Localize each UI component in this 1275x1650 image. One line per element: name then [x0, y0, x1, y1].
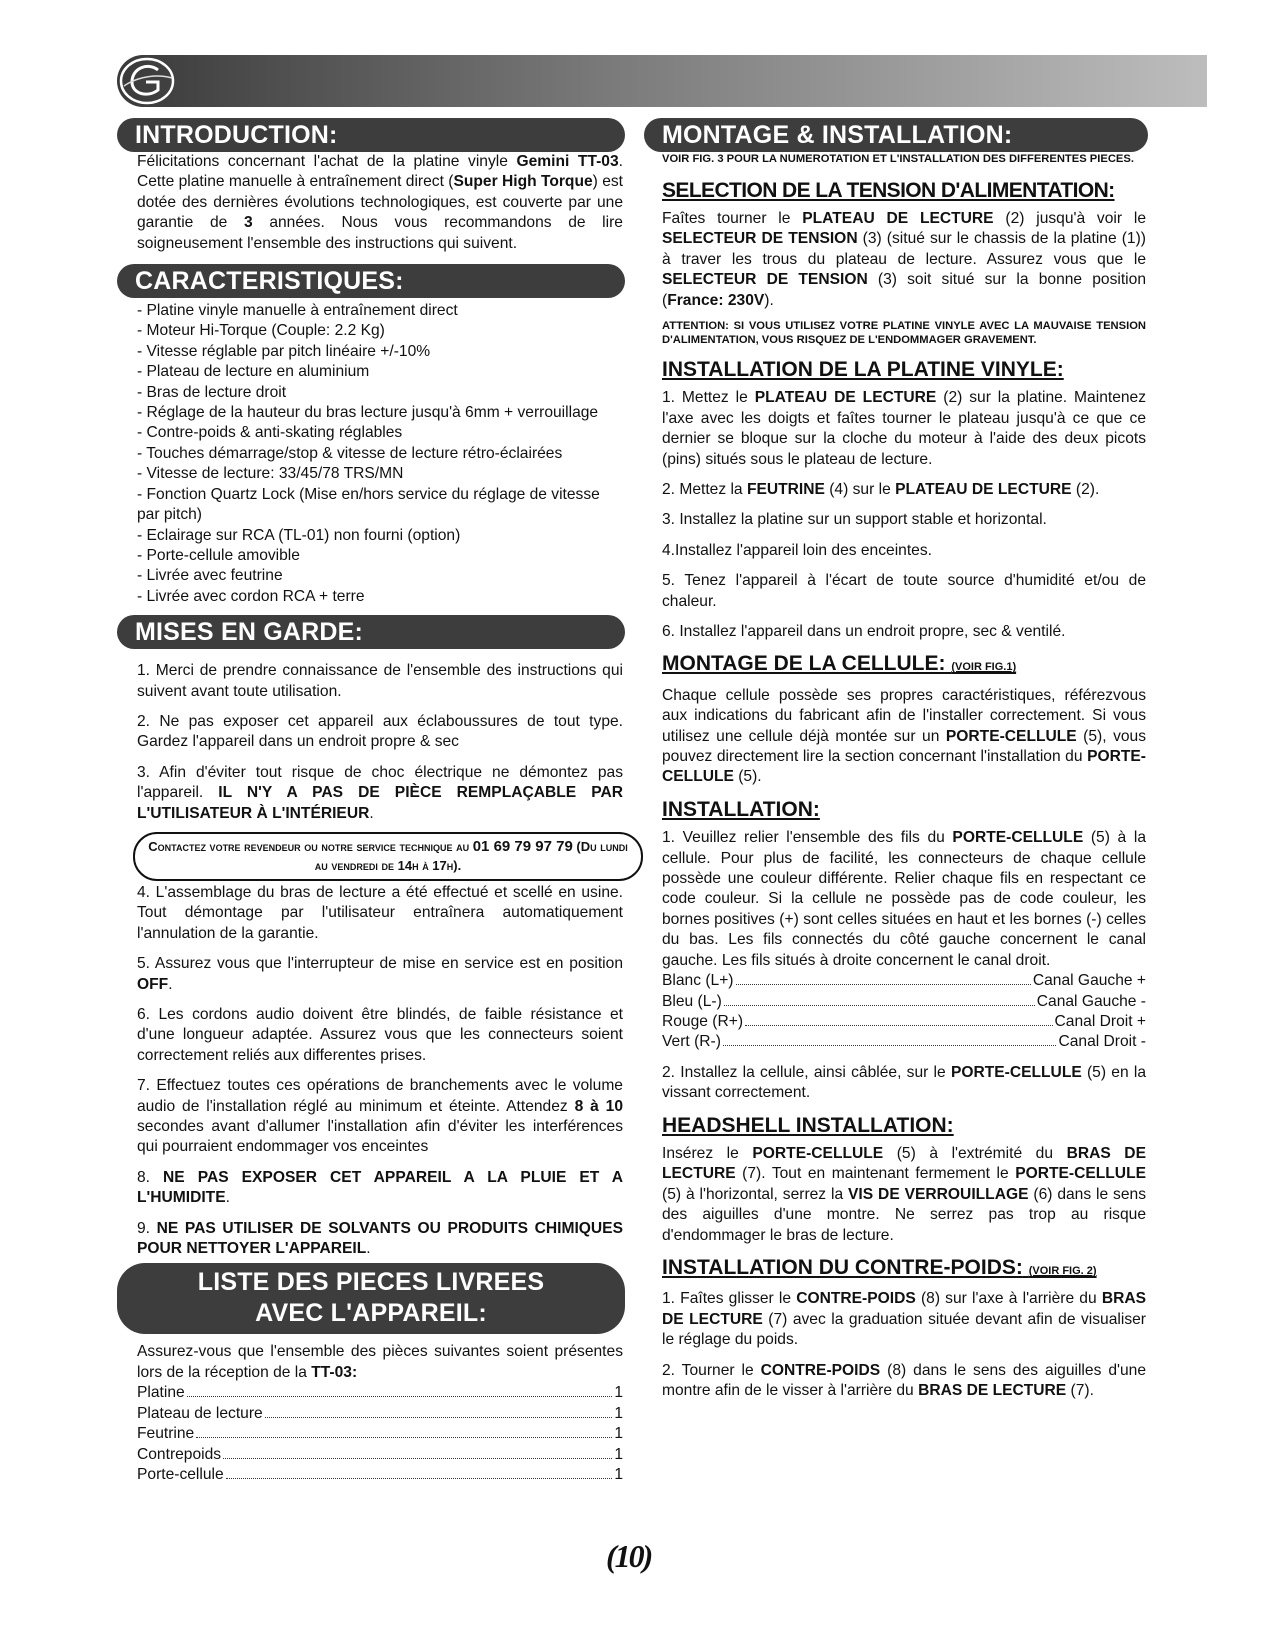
right-column [662, 118, 1146, 1401]
intro-segment: Félicitations concernant l'achat de la platine vinyle [137, 153, 517, 170]
warning-4: 4. L'assemblage du bras de lecture a été effectué et scellé en usine. Tout démontage par l'utilisateur entraînera automatiquement l'annulation de la garantie. [137, 883, 623, 942]
leader-dots [723, 1045, 1057, 1046]
wire-item [662, 971, 1146, 991]
warning-1: 1. Merci de prendre connaissance de l'ensemble des instructions qui suivent avant toute utilisation. [137, 662, 623, 700]
leader-dots [265, 1417, 613, 1418]
subhead-cartridge: MONTAGE DE LA CELLULE: (VOIR FIG.1) [662, 652, 1017, 676]
subhead-counterweight: INSTALLATION DU CONTRE-POIDS: (VOIR FIG. 2) [662, 1255, 1097, 1279]
parts-item [137, 1465, 623, 1485]
subhead-turntable: INSTALLATION DE LA PLATINE VINYLE: [662, 357, 1064, 381]
leader-dots [196, 1437, 612, 1438]
feature-item: - Livrée avec cordon RCA + terre [137, 587, 365, 605]
feature-item: - Moteur Hi-Torque (Couple: 2.2 Kg) [137, 322, 385, 340]
installation-step-1: 1. Veuillez relier l'ensemble des fils du PORTE-CELLULE (5) à la cellule. Pour plus de facilité, les connecteurs de chaque cellule possède une couleur différente. Relier chaque fils en respectant ce code couleur. Si la cellule ne possède pas de code couleur, les bornes positives (+) sont celles situées en haut et les bornes (-) celles du bas. Les fils connectés du côté gauche concernent le canal gauche. Les fils situés à droite concernent le canal droit. [662, 829, 1146, 969]
parts-item-value: 1 [614, 1384, 623, 1402]
intro-segment: Gemini TT-03 [516, 153, 619, 170]
installation-step-2: 2. Installez la cellule, ainsi câblée, sur le PORTE-CELLULE (5) en la vissant correctement. [662, 1063, 1146, 1102]
leader-dots [724, 1005, 1035, 1006]
feature-item: - Vitesse réglable par pitch linéaire +/-10% [137, 342, 431, 360]
warning-6: 6. Les cordons audio doivent être blindés, de faible résistance et d'une longueur adaptée. Assurez vous que les connecteurs soient correctement reliés aux differentes prises. [137, 1006, 623, 1064]
wire-item-value: Canal Droit - [1058, 1033, 1146, 1051]
features-list [137, 301, 623, 607]
subhead-installation: INSTALLATION: [662, 797, 820, 821]
voltage-warning: ATTENTION: SI VOUS UTILISEZ VOTRE PLATINE VINYLE AVEC LA MAUVAISE TENSION D'ALIMENTATION, VOUS RISQUEZ DE L'ENDOMMAGER GRAVEMENT. [662, 319, 1146, 347]
section-title-introduction: INTRODUCTION: [117, 118, 625, 152]
headshell-paragraph: Insérez le PORTE-CELLULE (5) à l'extrémité du BRAS DE LECTURE (7). Tout en maintenant fermement le PORTE-CELLULE (5) à l'horizontal, serrez la VIS DE VERROUILLAGE (6) dans le sens des aiguilles d'une montre. Ne serrez pas trop au risque d'endommager le bras de lecture. [662, 1144, 1146, 1244]
feature-item: - Contre-poids & anti-skating réglables [137, 424, 403, 442]
turntable-step-5: 5. Tenez l'appareil à l'écart de toute source d'humidité et/ou de chaleur. [662, 572, 1146, 610]
subhead-headshell: HEADSHELL INSTALLATION: [662, 1113, 954, 1137]
parts-item-label: Platine [137, 1384, 185, 1402]
leader-dots [745, 1025, 1053, 1026]
turntable-step-1: 1. Mettez le PLATEAU DE LECTURE (2) sur la platine. Maintenez l'axe avec les doigts et faîtes tourner le plateau jusqu'à ce que ce dernier se bloque sur la cloche du moteur à l'aide des deux picots (pins) situés sous le plateau de lecture. [662, 389, 1147, 468]
leader-dots [226, 1478, 613, 1479]
cartridge-paragraph: Chaque cellule possède ses propres caractéristiques, référezvous aux indications du fabricant afin de l'installer correctement. Si vous utilisez une cellule déjà montée sur un PORTE-CELLULE (5), vous pouvez directement lire la section concernant l'installation du PORTE-CELLULE (5). [662, 686, 1147, 786]
warning-2: 2. Ne pas exposer cet appareil aux éclaboussures de tout type. Gardez l'appareil dans un endroit propre & sec [137, 712, 623, 751]
wire-color-list [662, 971, 1146, 1053]
wire-item-value: Canal Gauche - [1036, 992, 1146, 1010]
page-number: (10) [606, 1538, 652, 1574]
parts-item-label: Feutrine [137, 1425, 195, 1443]
leader-dots [736, 984, 1031, 985]
parts-item [137, 1383, 623, 1403]
parts-item-value: 1 [614, 1445, 623, 1463]
left-column [135, 118, 628, 1485]
feature-item: - Réglage de la hauteur du bras lecture jusqu'à 6mm + verrouillage [137, 404, 599, 422]
wire-item [662, 992, 1146, 1012]
counterweight-step-2: 2. Tourner le CONTRE-POIDS (8) dans le sens des aiguilles d'une montre afin de le visser à l'arrière du BRAS DE LECTURE (7). [662, 1361, 1146, 1399]
leader-dots [223, 1458, 612, 1459]
gemini-logo-icon [118, 56, 176, 106]
parts-item-value: 1 [614, 1404, 623, 1422]
feature-item: - Platine vinyle manuelle à entraînement direct [137, 302, 458, 320]
turntable-step-4: 4.Installez l'appareil loin des enceintes. [662, 541, 932, 559]
section-title-features: CARACTERISTIQUES: [117, 264, 625, 298]
wire-item-label: Bleu (L-) [662, 992, 722, 1010]
wire-item-value: Canal Gauche + [1032, 972, 1146, 990]
feature-item: - Livrée avec feutrine [137, 567, 283, 585]
warning-3: 3. Afin d'éviter tout risque de choc électrique ne démontez pas l'appareil. IL N'Y A PAS DE PIÈCE REMPLAÇABLE PAR L'UTILISATEUR À L'INTÉRIEUR. [137, 763, 623, 822]
intro-segment: années. Nous vous recommandons de lire soigneusement l'ensemble des instructions qui suivent. [137, 214, 623, 252]
voltage-paragraph: Faîtes tourner le PLATEAU DE LECTURE (2) jusqu'à voir le SELECTEUR DE TENSION (3) (situé sur le chassis de la platine (1)) à traver les trous du plateau de lecture. Assurez vous que le SELECTEUR DE TENSION (3) soit situé sur la bonne position (France: 230V). [662, 209, 1146, 309]
section-title-montage: MONTAGE & INSTALLATION: [644, 118, 1148, 152]
feature-item: - Plateau de lecture en aluminium [137, 363, 370, 381]
contact-box: Contactez votre revendeur ou notre service technique au 01 69 79 97 79 (Du lundi au vendredi de 14h à 17h). [133, 832, 643, 881]
figure-note: VOIR FIG. 3 POUR LA NUMEROTATION ET L'INSTALLATION DES DIFFERENTES PIECES. [662, 153, 1134, 165]
feature-item: - Touches démarrage/stop & vitesse de lecture rétro-éclairées [137, 444, 563, 462]
leader-dots [187, 1396, 613, 1397]
section-title-parts: LISTE DES PIECES LIVREES AVEC L'APPAREIL: [117, 1263, 625, 1334]
feature-item: - Bras de lecture droit [137, 383, 287, 401]
wire-item-label: Blanc (L+) [662, 972, 734, 990]
parts-item-label: Porte-cellule [137, 1465, 224, 1483]
parts-intro: Assurez-vous que l'ensemble des pièces suivantes soient présentes lors de la réception de la TT-03: [137, 1343, 623, 1381]
intro-segment: Super High Torque [453, 173, 593, 191]
parts-item-value: 1 [614, 1465, 623, 1483]
section-title-warnings: MISES EN GARDE: [117, 615, 625, 649]
wire-item-label: Rouge (R+) [662, 1012, 744, 1030]
warning-7: 7. Effectuez toutes ces opérations de branchements avec le volume audio de l'installation réglé au minimum et éteinte. Attendez 8 à 10 secondes avant d'allumer l'installation afin d'éviter les interférences qui pourraient endommager vos enceintes [137, 1077, 623, 1156]
counterweight-step-1: 1. Faîtes glisser le CONTRE-POIDS (8) sur l'axe à l'arrière du BRAS DE LECTURE (7) avec la graduation située devant afin de visualiser le réglage du poids. [662, 1290, 1146, 1349]
parts-list [137, 1383, 623, 1485]
warning-8: 8. NE PAS EXPOSER CET APPAREIL A LA PLUIE ET A L'HUMIDITE. [137, 1168, 623, 1207]
feature-item: - Eclairage sur RCA (TL-01) non fourni (option) [137, 526, 461, 544]
wire-item [662, 1012, 1146, 1032]
feature-item: - Fonction Quartz Lock (Mise en/hors service du réglage de vitesse par pitch) [137, 485, 600, 524]
intro-segment: ) est dotée des dernières évolutions technologiques, est couverte par une garantie de [137, 173, 624, 232]
parts-item [137, 1424, 623, 1444]
turntable-step-2: 2. Mettez la FEUTRINE (4) sur le PLATEAU DE LECTURE (2). [662, 480, 1100, 498]
subhead-voltage: SELECTION DE LA TENSION D'ALIMENTATION: [662, 178, 1115, 202]
parts-item [137, 1404, 623, 1424]
turntable-step-3: 3. Installez la platine sur un support stable et horizontal. [662, 511, 1047, 529]
wire-item [662, 1032, 1146, 1052]
feature-item: - Porte-cellule amovible [137, 546, 300, 564]
warning-9: 9. NE PAS UTILISER DE SOLVANTS OU PRODUITS CHIMIQUES POUR NETTOYER L'APPAREIL. [137, 1219, 623, 1258]
parts-item-label: Contrepoids [137, 1445, 222, 1463]
feature-item: - Vitesse de lecture: 33/45/78 TRS/MN [137, 465, 404, 483]
turntable-step-6: 6. Installez l'appareil dans un endroit propre, sec & ventilé. [662, 623, 1066, 640]
parts-item-label: Plateau de lecture [137, 1404, 263, 1422]
wire-item-label: Vert (R-) [662, 1033, 721, 1051]
wire-item-value: Canal Droit + [1054, 1012, 1146, 1030]
intro-segment: 3 [243, 214, 253, 232]
intro-paragraph [137, 152, 623, 254]
header-bar [117, 55, 1207, 107]
parts-item-value: 1 [614, 1425, 623, 1443]
warning-5: 5. Assurez vous que l'interrupteur de mise en service est en position OFF. [137, 955, 623, 993]
parts-item [137, 1445, 623, 1465]
intro-segment: . Cette platine manuelle à entraînement direct ( [137, 153, 623, 191]
